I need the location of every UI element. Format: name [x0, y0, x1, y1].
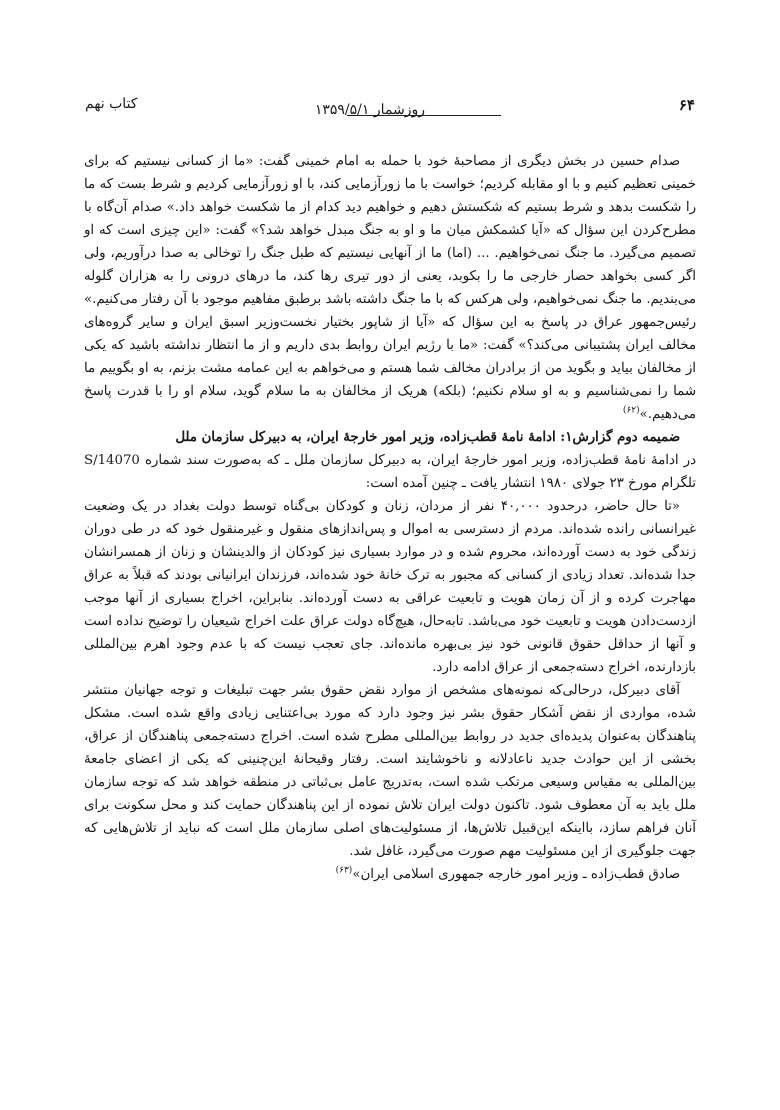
running-title: روزشمار ۱۳۵۹/۵/۱	[314, 102, 425, 118]
signature-text: صادق قطب‌زاده ـ وزیر امور خارجه جمهوری اسلامی ایران»	[352, 867, 680, 882]
paragraph-intro: در ادامهٔ نامهٔ قطب‌زاده، وزیر امور خارجهٔ ایران، به دبیرکل سازمان ملل ـ که به‌صورت سند شماره S/14070 تلگرام مورخ ۲۳ جولای ۱۹۸۰ انتشار یافت ـ چنین آمده است:	[84, 453, 696, 491]
book-title: کتاب نهم	[85, 96, 138, 112]
page-body	[84, 150, 696, 886]
page-header	[85, 96, 695, 122]
paragraph-text: صدام حسین در بخش دیگری از مصاحبهٔ خود با حمله به امام خمینی گفت: «ما از کسانی نیستیم که برای خمینی تعظیم کنیم و با او مقابله کردیم؛ خواست با ما زورآزمایی کند، با او زورآزمایی کردیم و شرط بست که ما را شکست بدهد و شرط بستیم که شکستش دهیم و خواهیم دید کدام از ما شکست خواهد داد.» صدام آن‌گاه با مطرح‌کردن این سؤال که «آیا کشمکش میان ما و او به جنگ مبدل خواهد شد؟» گفت: «این چیزی است که او تصمیم می‌گیرد. ما جنگ نمی‌خواهیم. ... (اما) ما از آنهایی نیستیم که طبل جنگ را توخالی به صدا درآوریم، ولی اگر کسی بخواهد حصار خارجی ما را بکوبد، یعنی از دور تیری رها کند، ما درهای درونی را به هزاران گلوله می‌بندیم. ما جنگ نمی‌خواهیم، ولی هرکس که با ما جنگ داشته باشد برطبق مفاهیم موجود با آن رفتار می‌کنیم.» رئیس‌جمهور عراق در پاسخ به این سؤال که «آیا از شاپور بختیار نخست‌وزیر اسبق ایران و سایر گروه‌های مخالف ایران پشتیبانی می‌کند؟» گفت: «ما با رژیم ایران روابط بدی داریم و از ما انتظار نداشته باشید که یکی از مخالفان بیاید و بگوید من از برادران مخالف شما هستم و می‌خواهم به این عمامه مشت بزنم، به او بگوییم ما شما را نمی‌شناسیم و به او سلام نکنیم؛ (بلکه) هریک از مخالفان به ما سلام گوید، سلام او را با قدرت پاسخ می‌دهیم.»	[84, 154, 696, 422]
paragraph-saddam-interview	[84, 150, 696, 426]
header-rule	[347, 115, 501, 116]
footnote-ref: (۶۳)	[335, 865, 353, 876]
footnote-ref: (۶۲)	[622, 405, 640, 416]
paragraph-quote-1: «تا حال حاضر، درحدود ۴۰,۰۰۰ نفر از مردان، زنان و کودکان بی‌گناه توسط دولت بغداد در یک وضعیت غیرانسانی رانده شده‌اند. مردم از دسترسی به اموال و پس‌اندازهای منقول و غیرمنقول خود که در طی دوران زندگی خود به دست آورده‌اند، محروم شده و در موارد بسیاری نیز کودکان از والدینشان و زنان از همسرانشان جدا شده‌اند. تعداد زیادی از کسانی که مجبور به ترک خانهٔ خود شده‌اند، فرزندان ایرانیانی بودند که قبلاً به عراق مهاجرت کرده و از آن زمان هویت و تابعیت عراقی به دست آورده‌اند. بنابراین، اخراج بسیاری از آنها موجب ازدست‌دادن هویت و تابعیت خود می‌باشد. تابه‌حال، هیچ‌گاه دولت عراق علت اخراج شیعیان را توضیح نداده است و آنها از حداقل حقوق قانونی خود نیز بی‌بهره مانده‌اند. جای تعجب نیست که با عدم وجود اهرم بین‌المللی بازدارنده، اخراج دسته‌جمعی از عراق ادامه دارد.	[84, 499, 696, 675]
page-number: ۶۴	[678, 96, 695, 114]
paragraph-quote-2: آقای دبیرکل، درحالی‌که نمونه‌های مشخص از موارد نقض حقوق بشر جهت تبلیغات و توجه جهانیان منتشر شده، مواردی از نقض آشکار حقوق بشر نیز وجود دارد که مورد بی‌اعتنایی زیادی واقع شده است. مشکل پناهندگان به‌عنوان پدیده‌ای جدید در روابط بین‌المللی مطرح شده است. اخراج دسته‌جمعی پناهندگان از عراق، بخشی از این حوادث جدید ناعادلانه و ناخوشایند است. رفتار وقیحانهٔ این‌چنینی که یکی از اعضای جامعهٔ بین‌المللی به مقیاس وسیعی مرتکب شده است، به‌تدریج عامل بی‌ثباتی در منطقه خواهد شد که توجه سازمان ملل باید به آن معطوف شود. تاکنون دولت ایران تلاش نموده از این پناهندگان حمایت کند و محل سکونت برای آنان فراهم سازد، بااینکه این‌قبیل تلاش‌ها، از مسئولیت‌های اصلی سازمان ملل است که نباید از تلاش‌هایی که جهت جلوگیری از این مسئولیت مهم صورت می‌گیرد، غافل شد.	[84, 683, 696, 859]
section-heading: ضمیمه دوم گزارش۱: ادامهٔ نامهٔ قطب‌زاده، وزیر امور خارجهٔ ایران، به دبیرکل سازمان ملل	[175, 430, 680, 445]
signature-line	[84, 863, 696, 886]
